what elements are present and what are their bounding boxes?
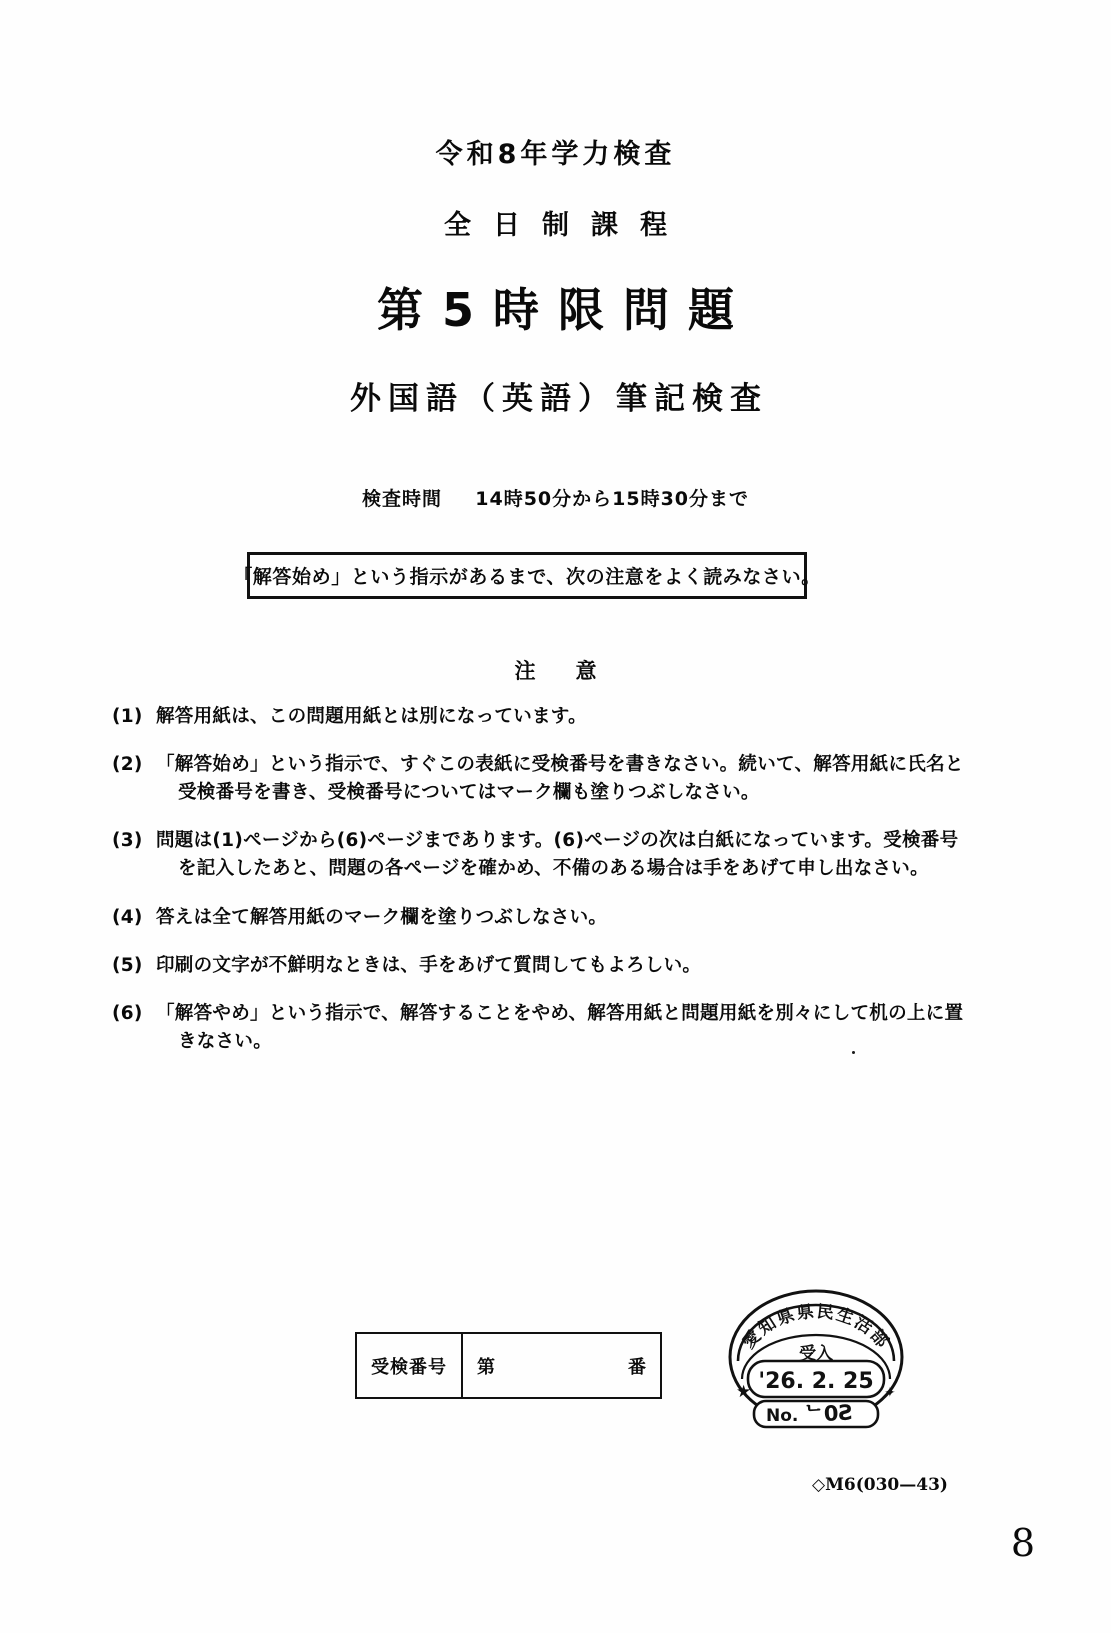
wait-for-start-notice-text: 「解答始め」という指示があるまで、次の注意をよく読みなさい。 xyxy=(233,566,821,588)
note-number: (4) xyxy=(112,906,143,928)
exam-time-line xyxy=(0,484,1111,511)
examinee-number-field[interactable] xyxy=(463,1334,660,1397)
note-line-1: 解答用紙は、この問題用紙とは別になっています。 xyxy=(156,706,587,727)
exam-time-value: 14時50分から15時30分まで xyxy=(475,488,750,510)
note-line-1: 答えは全て解答用紙のマーク欄を塗りつぶしなさい。 xyxy=(156,906,608,928)
note-number: (1) xyxy=(112,706,143,727)
note-line-1: 問題は(1)ページから(6)ページまであります。(6)ページの次は白紙になっています。受検番号 xyxy=(156,830,959,852)
note-line-2: きなさい。 xyxy=(178,1030,273,1052)
ink-speck xyxy=(852,1051,855,1054)
note-line-2: を記入したあと、問題の各ページを確かめ、不備のある場合は手をあげて申し出なさい。 xyxy=(178,858,929,880)
notes-heading: 注意 xyxy=(514,659,637,683)
examinee-number-prefix: 第 xyxy=(477,1356,495,1378)
note-number: (6) xyxy=(112,1002,143,1024)
star-glyph-left: ★ xyxy=(736,1382,752,1402)
exam-course-heading: 全日制課程 xyxy=(444,210,689,241)
list-item xyxy=(112,1000,1002,1056)
wait-for-start-notice xyxy=(233,552,821,599)
stamp-number-value: ᄂ0Ƨ xyxy=(803,1400,855,1427)
note-text xyxy=(156,751,1002,807)
note-line-1: 「解答やめ」という指示で、解答することをやめ、解答用紙と問題用紙を別々にして机の上に置 xyxy=(156,1002,964,1024)
note-number: (3) xyxy=(112,830,143,852)
page-number: 8 xyxy=(1010,1521,1035,1565)
star-glyph-right: ✦ xyxy=(884,1385,896,1401)
stamp-number-label: No. xyxy=(766,1406,799,1426)
exam-subject-heading: 外国語（英語）筆記検査 xyxy=(350,381,768,417)
note-line-1: 印刷の文字が不鮮明なときは、手をあげて質問してもよろしい。 xyxy=(156,954,702,976)
list-item xyxy=(112,827,1002,883)
note-number: (5) xyxy=(112,954,143,976)
stamp-outer-text-path: 愛知県県民生活部 xyxy=(739,1301,894,1354)
note-text xyxy=(156,1000,1002,1056)
note-line-2: 受検番号を書き、受検番号についてはマーク欄も塗りつぶしなさい。 xyxy=(178,782,760,804)
note-text xyxy=(156,952,1002,980)
examinee-number-label: 受検番号 xyxy=(357,1334,463,1397)
list-item xyxy=(112,904,1002,932)
note-line-1: 「解答始め」という指示で、すぐこの表紙に受検番号を書きなさい。続いて、解答用紙に氏名と xyxy=(156,754,964,776)
note-number: (2) xyxy=(112,754,143,776)
list-item xyxy=(112,703,1002,731)
list-item xyxy=(112,952,1002,980)
stamp-action-text: 受入 xyxy=(799,1344,833,1364)
note-text xyxy=(156,827,1002,883)
examinee-number-suffix: 番 xyxy=(628,1356,646,1378)
stamp-date-text: '26. 2. 25 xyxy=(758,1369,874,1394)
list-item xyxy=(112,751,1002,807)
notes-list xyxy=(112,703,1002,1076)
exam-time-label: 検査時間 xyxy=(361,488,442,510)
form-code: ◇M6(030—43) xyxy=(812,1475,948,1495)
exam-year-heading: 令和8年学力検査 xyxy=(435,139,676,170)
page-title: 第5時限問題 xyxy=(376,283,753,337)
note-text xyxy=(156,904,1002,932)
examinee-number-box xyxy=(355,1332,662,1399)
note-text xyxy=(156,703,1002,731)
receipt-stamp xyxy=(718,1281,914,1429)
